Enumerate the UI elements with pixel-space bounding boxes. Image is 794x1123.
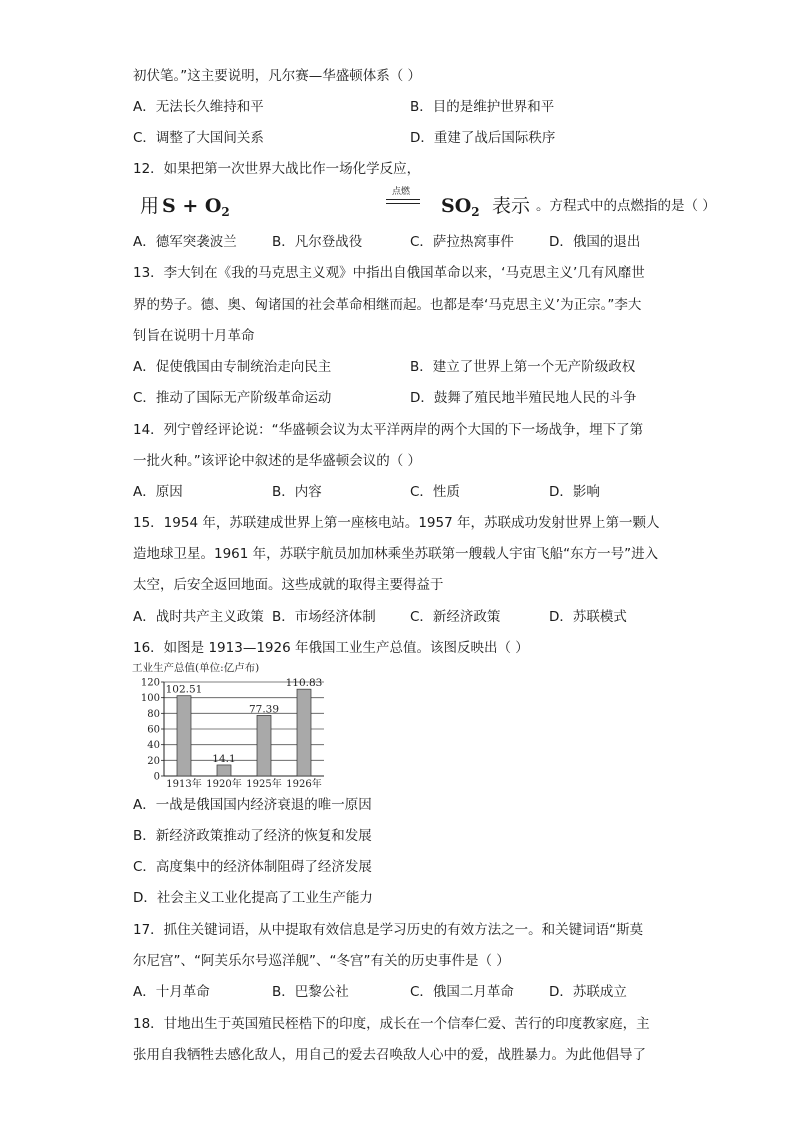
q15-option-c: C．新经济政策: [410, 609, 501, 625]
x-tick-label: 1920年: [206, 779, 242, 790]
y-tick-label: 40: [147, 740, 160, 752]
formula-product-text: SO: [441, 195, 472, 217]
q12-option-a: A．德军突袭波兰: [133, 234, 237, 250]
formula-product: [441, 195, 480, 223]
q15-stem-line-3: 太空，后安全返回地面。这些成就的取得主要得益于: [133, 577, 444, 593]
q12-option-d: D．俄国的退出: [549, 234, 641, 250]
data-label: 102.51: [165, 683, 203, 696]
y-tick-label: 120: [140, 677, 160, 689]
q16-option-d: D．社会主义工业化提高了工业生产能力: [133, 890, 373, 906]
q14-option-a: A．原因: [133, 484, 183, 500]
formula-verb: 表示: [492, 195, 531, 217]
formula-tail: 。方程式中的点燃指的是（ ）: [536, 198, 716, 214]
q14-stem-line-1: 14．列宁曾经评论说：“华盛顿会议为太平洋两岸的两个大国的下一场战争，埋下了第: [133, 422, 644, 438]
q12-option-b: B．凡尔登战役: [272, 234, 363, 250]
bar: [217, 765, 231, 776]
q12-option-c: C．萨拉热窝事件: [410, 234, 514, 250]
q15-stem-line-1: 15．1954 年，苏联建成世界上第一座核电站。1957 年，苏联成功发射世界上第一颗人: [133, 515, 660, 531]
bar: [257, 715, 271, 776]
q16-option-c: C．高度集中的经济体制阻碍了经济发展: [133, 859, 372, 875]
q16-bar-chart: [128, 660, 338, 790]
q13-option-c: C．推动了国际无产阶级革命运动: [133, 390, 332, 406]
formula-reactants: [162, 195, 230, 223]
y-tick-label: 100: [140, 693, 160, 705]
q13-stem-line-3: 钊旨在说明十月革命: [133, 328, 255, 344]
q13-stem-line-2: 界的势子。德、奥、匈诸国的社会革命相继而起。也都是奉‘马克思主义’为正宗。”李大: [133, 297, 642, 313]
q11-option-d: D．重建了战后国际秩序: [410, 130, 556, 146]
data-label: 77.39: [248, 703, 280, 716]
q11-stem-end: 初伏笔。”这主要说明，凡尔赛—华盛顿体系（ ）: [133, 68, 422, 84]
q14-option-b: B．内容: [272, 484, 322, 500]
formula-condition: 点燃: [392, 187, 411, 197]
chart-title: 工业生产总值(单位:亿卢布): [132, 662, 260, 674]
x-tick-label: 1925年: [246, 779, 282, 790]
formula-equals-line: [386, 203, 420, 204]
q17-stem-line-1: 17．抓住关键词语，从中提取有效信息是学习历史的有效方法之一。和关键词语“斯莫: [133, 922, 644, 938]
formula-o2-subscript: 2: [221, 205, 230, 219]
q14-option-c: C．性质: [410, 484, 460, 500]
y-tick-label: 0: [153, 771, 160, 783]
data-label: 110.83: [285, 677, 323, 690]
q15-option-d: D．苏联模式: [549, 609, 627, 625]
q16-option-a: A．一战是俄国国内经济衰退的唯一原因: [133, 797, 372, 813]
bar: [177, 696, 191, 776]
q16-stem: 16．如图是 1913—1926 年俄国工业生产总值。该图反映出（ ）: [133, 640, 529, 656]
q14-option-d: D．影响: [549, 484, 600, 500]
data-label: 14.1: [212, 752, 236, 765]
y-tick-label: 80: [147, 708, 160, 720]
q11-option-a: A．无法长久维持和平: [133, 99, 264, 115]
q16-option-b: B．新经济政策推动了经济的恢复和发展: [133, 828, 372, 844]
q18-stem-line-1: 18．甘地出生于英国殖民桎梏下的印度，成长在一个信奉仁爱、苦行的印度教家庭，主: [133, 1016, 650, 1032]
q17-option-b: B．巴黎公社: [272, 984, 349, 1000]
y-tick-label: 60: [147, 724, 160, 736]
q13-option-b: B．建立了世界上第一个无产阶级政权: [410, 359, 636, 375]
formula-so2-subscript: 2: [471, 205, 480, 219]
q17-stem-line-2: 尔尼宫”、“阿芙乐尔号巡洋舰”、“冬宫”有关的历史事件是（ ）: [133, 953, 510, 969]
q17-option-d: D．苏联成立: [549, 984, 627, 1000]
q13-stem-line-1: 13．李大钊在《我的马克思主义观》中指出自俄国革命以来，‘马克思主义’几有风靡世: [133, 265, 645, 281]
q13-option-d: D．鼓舞了殖民地半殖民地人民的斗争: [410, 390, 637, 406]
x-tick-label: 1926年: [286, 779, 322, 790]
q18-stem-line-2: 张用自我牺牲去感化敌人，用自己的爱去召唤敌人心中的爱，战胜暴力。为此他倡导了: [133, 1047, 646, 1063]
x-tick-label: 1913年: [166, 779, 202, 790]
q15-option-a: A．战时共产主义政策: [133, 609, 264, 625]
y-tick-label: 20: [147, 755, 160, 767]
formula-reactants-text: S + O: [162, 195, 222, 217]
q14-stem-line-2: 一批火种。”该评论中叙述的是华盛顿会议的（ ）: [133, 453, 422, 469]
q17-option-a: A．十月革命: [133, 984, 210, 1000]
q11-option-b: B．目的是维护世界和平: [410, 99, 555, 115]
q12-stem: 12．如果把第一次世界大战比作一场化学反应，: [133, 161, 421, 177]
q13-option-a: A．促使俄国由专制统治走向民主: [133, 359, 332, 375]
q17-option-c: C．俄国二月革命: [410, 984, 514, 1000]
q15-option-b: B．市场经济体制: [272, 609, 376, 625]
q11-option-c: C．调整了大国间关系: [133, 130, 264, 146]
q15-stem-line-2: 造地球卫星。1961 年，苏联宇航员加加林乘坐苏联第一艘载人宇宙飞船“东方一号”进入: [133, 546, 659, 562]
chart-x-axis: [166, 777, 321, 790]
bar: [297, 689, 311, 776]
formula-prefix: 用: [140, 195, 160, 217]
chart-bars: [177, 689, 311, 776]
formula-equals-line: [386, 199, 420, 200]
